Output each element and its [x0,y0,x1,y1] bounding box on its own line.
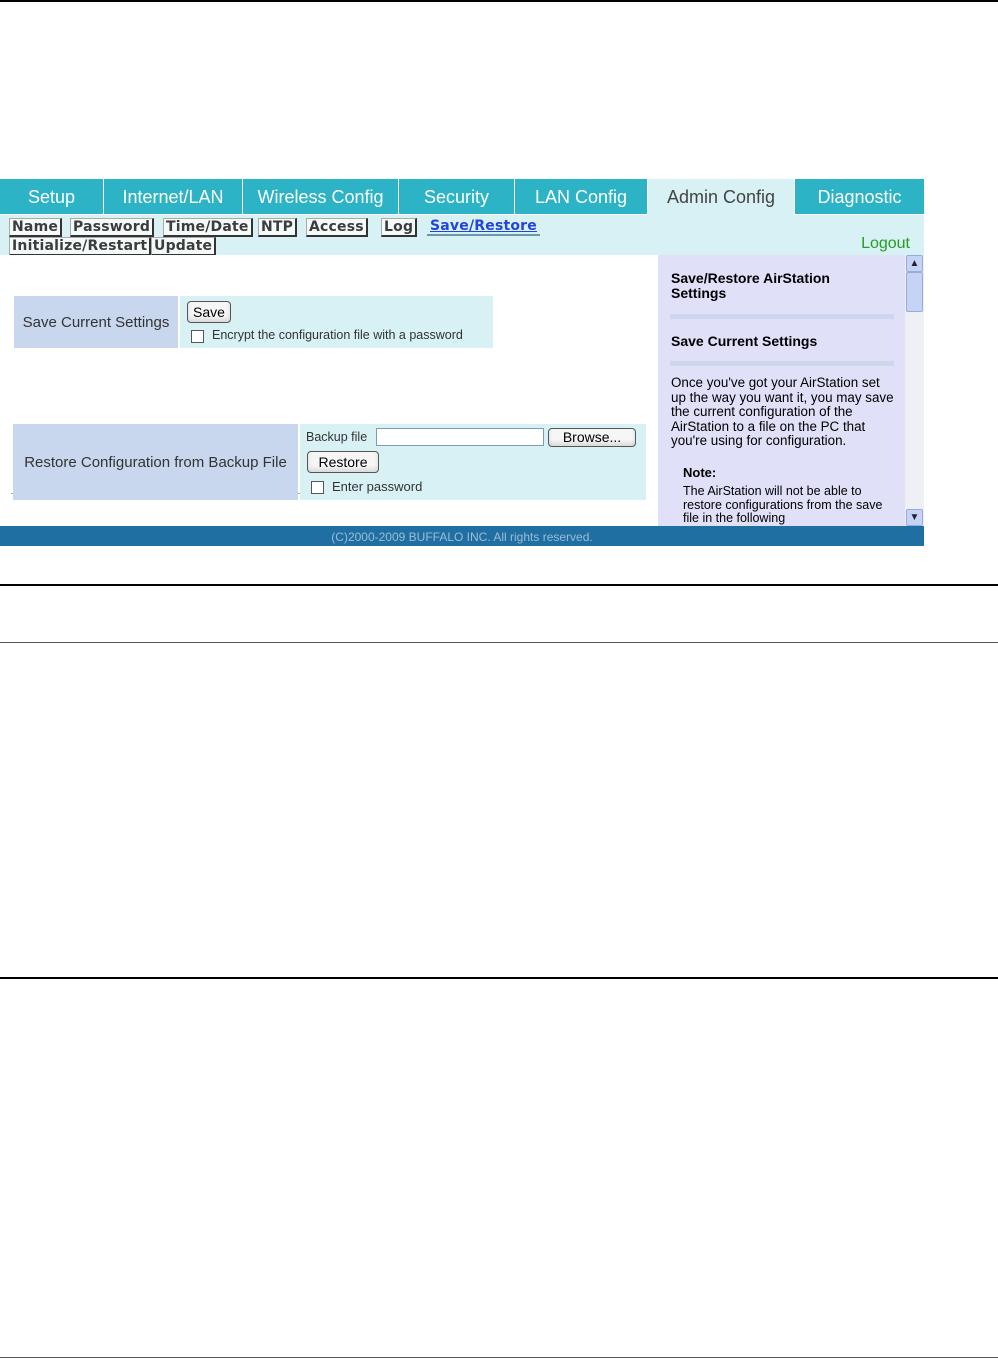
scroll-down-icon[interactable]: ▼ [906,509,923,526]
rule-1 [0,584,998,586]
router-admin-screenshot [0,178,924,546]
subnav-time-date[interactable]: Time/Date [163,218,253,237]
help-section-heading: Save Current Settings [671,333,818,349]
main-tab-bar [0,178,924,215]
save-settings-controls [180,296,493,348]
rule-3 [0,977,998,979]
save-settings-label: Save Current Settings [14,296,178,348]
subnav-log[interactable]: Log [381,218,417,237]
bottom-rule [0,1357,998,1358]
scroll-up-icon[interactable]: ▲ [906,255,923,272]
backup-file-input[interactable] [376,428,544,446]
tab-diagnostic[interactable]: Diagnostic [795,179,924,214]
subnav-save-restore[interactable]: Save/Restore [427,218,540,236]
scroll-thumb[interactable] [906,272,923,312]
subnav-password[interactable]: Password [70,218,154,237]
help-note-title: Note: [683,465,717,480]
enter-password-checkbox[interactable] [311,481,324,494]
help-panel [658,255,905,526]
help-scrollbar[interactable] [905,255,924,526]
tab-security[interactable]: Security [399,179,515,214]
help-separator-2 [670,361,894,366]
sub-nav [0,215,924,255]
tab-setup[interactable]: Setup [0,179,104,214]
subnav-name[interactable]: Name [9,218,62,237]
subnav-initialize-restart[interactable]: Initialize/Restart [9,237,151,256]
enter-password-label: Enter password [332,479,423,494]
restore-button[interactable]: Restore [307,451,379,473]
subnav-access[interactable]: Access [306,218,368,237]
encrypt-label: Encrypt the configuration file with a password [212,328,463,342]
logout-link[interactable]: Logout [861,235,910,252]
browse-button[interactable]: Browse... [548,428,636,447]
tab-admin-config[interactable]: Admin Config [648,179,795,216]
backup-file-label: Backup file [306,430,368,444]
encrypt-checkbox[interactable] [191,330,204,343]
subnav-ntp[interactable]: NTP [258,218,297,237]
rule-2 [0,642,998,643]
subnav-update[interactable]: Update [151,237,216,256]
save-button[interactable]: Save [187,301,231,323]
copyright-footer: (C)2000-2009 BUFFALO INC. All rights reserved. [0,528,924,546]
settings-panel [0,255,658,526]
tab-lan-config[interactable]: LAN Config [515,179,648,214]
help-separator-1 [670,314,894,319]
help-title: Save/Restore AirStation Settings [671,270,830,301]
help-note-text: The AirStation will not be able to restore configurations from the save file in the following [683,484,883,525]
tab-internet-lan[interactable]: Internet/LAN [104,179,243,214]
tab-wireless-config[interactable]: Wireless Config [243,179,399,214]
restore-settings-controls [300,424,646,500]
top-rule [0,0,998,2]
restore-settings-label: Restore Configuration from Backup File [13,424,298,500]
help-body-text: Once you've got your AirStation set up the way you want it, you may save the current configuration of the AirStation to a file on the PC that you're using for configuration. [671,375,894,448]
